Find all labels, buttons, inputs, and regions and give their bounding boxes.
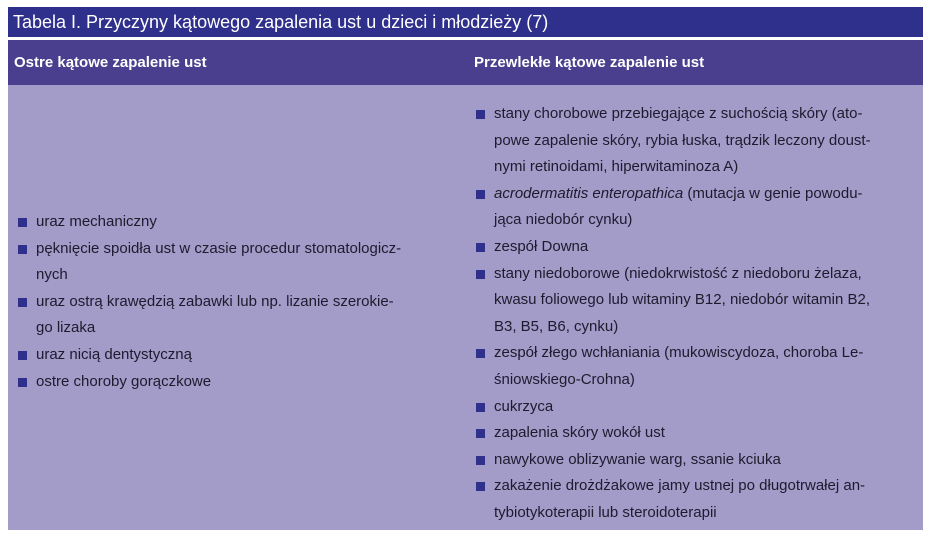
causes-table [8,7,923,530]
square-bullet-icon [476,190,485,199]
list-item-text: stany niedoborowe (niedokrwistość z niedoboru żelaza, kwasu foliowego lub witaminy B12, niedobór witamin B2, B3, B5, B6, cynku) [494,264,871,335]
square-bullet-icon [476,243,485,252]
square-bullet-icon [18,351,27,360]
chronic-causes-list [476,101,916,527]
list-item [18,209,458,236]
column-header-chronic: Przewlekłe kątowe zapalenie ust [474,54,705,71]
list-item [476,340,916,393]
square-bullet-icon [476,456,485,465]
square-bullet-icon [18,378,27,387]
list-item-text: cukrzyca [494,397,554,415]
square-bullet-icon [476,349,485,358]
square-bullet-icon [476,110,485,119]
list-item [18,236,458,289]
square-bullet-icon [476,270,485,279]
list-item-text: acrodermatitis enteropathica (mutacja w genie powodu- jąca niedobór cynku) [494,184,863,229]
list-item [476,447,916,474]
list-item-text: zakażenie drożdżakowe jamy ustnej po długotrwałej an- tybiotykoterapii lub steroidoterapii [494,477,866,521]
list-item [18,342,458,369]
italic-term: acrodermatitis enteropathica [494,184,684,202]
list-item [476,234,916,261]
list-item-text: nawykowe oblizywanie warg, ssanie kciuka [494,450,781,468]
list-item-text: pęknięcie spoidła ust w czasie procedur stomatologicz- nych [36,239,402,284]
square-bullet-icon [476,429,485,438]
table-body-row [8,85,923,530]
square-bullet-icon [476,482,485,491]
table-header-row [8,40,923,85]
list-item [18,369,458,396]
list-item-text: uraz mechaniczny [36,213,157,230]
table-title: Tabela I. Przyczyny kątowego zapalenia ust u dzieci i młodzieży (7) [8,7,923,37]
list-item-text: zespół Downa [494,237,589,255]
square-bullet-icon [18,298,27,307]
list-item-text: uraz nicią dentystyczną [36,345,192,363]
list-item [476,420,916,447]
list-item [476,261,916,341]
list-item [476,473,916,526]
square-bullet-icon [18,218,27,227]
list-item-text: zapalenia skóry wokół ust [494,424,665,442]
list-item-text: zespół złego wchłaniania (mukowiscydoza, choroba Le- śniowskiego-Crohna) [494,344,864,388]
square-bullet-icon [18,245,27,254]
list-item [476,181,916,234]
list-item [476,101,916,181]
list-item [18,289,458,342]
list-item-text: stany chorobowe przebiegające z suchością skóry (ato- powe zapalenie skóry, rybia łuska, trądzik leczony doust- nymi retinoidami, hiperwitaminoza A) [494,105,871,176]
list-item-text: uraz ostrą krawędzią zabawki lub np. lizanie szerokie- go lizaka [36,292,394,337]
list-item [476,394,916,421]
square-bullet-icon [476,403,485,412]
column-header-acute: Ostre kątowe zapalenie ust [14,54,207,71]
acute-causes-list [18,209,458,395]
list-item-text: ostre choroby gorączkowe [36,372,212,390]
